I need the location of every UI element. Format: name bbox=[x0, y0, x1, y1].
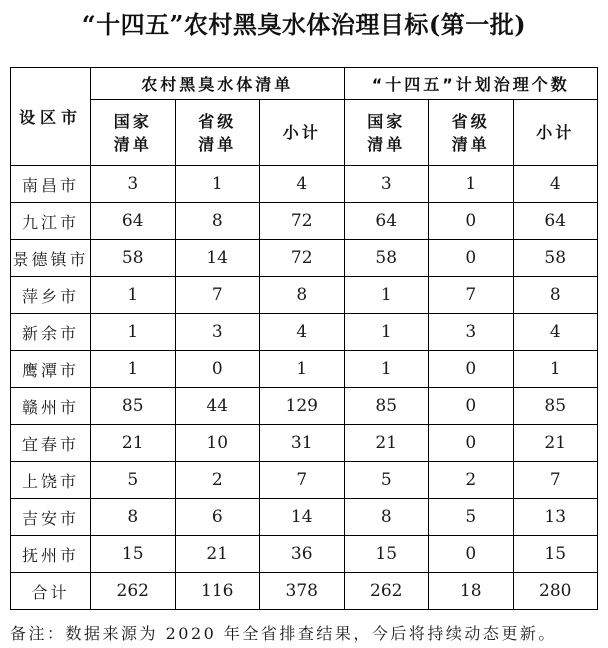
value-cell: 3 bbox=[429, 314, 514, 351]
city-cell: 抚州市 bbox=[11, 536, 91, 573]
value-cell: 14 bbox=[260, 499, 345, 536]
value-cell: 4 bbox=[260, 166, 345, 203]
city-cell: 九江市 bbox=[11, 203, 91, 240]
value-cell: 5 bbox=[429, 499, 514, 536]
value-cell: 116 bbox=[175, 573, 260, 610]
value-cell: 3 bbox=[344, 166, 429, 203]
city-cell: 萍乡市 bbox=[11, 277, 91, 314]
value-cell: 5 bbox=[344, 462, 429, 499]
value-cell: 7 bbox=[513, 462, 598, 499]
value-cell: 21 bbox=[91, 425, 176, 462]
value-cell: 21 bbox=[513, 425, 598, 462]
city-cell: 南昌市 bbox=[11, 166, 91, 203]
value-cell: 15 bbox=[91, 536, 176, 573]
value-cell: 64 bbox=[344, 203, 429, 240]
value-cell: 8 bbox=[91, 499, 176, 536]
value-cell: 8 bbox=[260, 277, 345, 314]
value-cell: 129 bbox=[260, 388, 345, 425]
table-row bbox=[11, 314, 598, 351]
value-cell: 85 bbox=[513, 388, 598, 425]
value-cell: 8 bbox=[513, 277, 598, 314]
value-cell: 1 bbox=[175, 166, 260, 203]
page-title: “十四五”农村黑臭水体治理目标(第一批) bbox=[81, 10, 527, 39]
value-cell: 0 bbox=[429, 388, 514, 425]
table-row bbox=[11, 203, 598, 240]
value-cell: 8 bbox=[175, 203, 260, 240]
value-cell: 13 bbox=[513, 499, 598, 536]
city-cell: 上饶市 bbox=[11, 462, 91, 499]
value-cell: 4 bbox=[513, 166, 598, 203]
corner-header-city: 设区市 bbox=[11, 68, 91, 166]
value-cell: 21 bbox=[344, 425, 429, 462]
value-cell: 58 bbox=[513, 240, 598, 277]
value-cell: 8 bbox=[344, 499, 429, 536]
value-cell: 44 bbox=[175, 388, 260, 425]
value-cell: 64 bbox=[91, 203, 176, 240]
value-cell: 15 bbox=[344, 536, 429, 573]
value-cell: 72 bbox=[260, 203, 345, 240]
value-cell: 31 bbox=[260, 425, 345, 462]
value-cell: 3 bbox=[175, 314, 260, 351]
column-header: 国家 清单 bbox=[344, 100, 429, 166]
value-cell: 4 bbox=[513, 314, 598, 351]
value-cell: 0 bbox=[429, 240, 514, 277]
table-row bbox=[11, 462, 598, 499]
value-cell: 0 bbox=[429, 351, 514, 388]
column-header: 省级 清单 bbox=[429, 100, 514, 166]
value-cell: 21 bbox=[175, 536, 260, 573]
value-cell: 1 bbox=[513, 351, 598, 388]
value-cell: 2 bbox=[429, 462, 514, 499]
value-cell: 1 bbox=[344, 277, 429, 314]
value-cell: 0 bbox=[429, 425, 514, 462]
value-cell: 1 bbox=[91, 277, 176, 314]
table-row bbox=[11, 240, 598, 277]
table-row bbox=[11, 166, 598, 203]
column-header: 国家 清单 bbox=[91, 100, 176, 166]
city-cell: 新余市 bbox=[11, 314, 91, 351]
value-cell: 2 bbox=[175, 462, 260, 499]
column-header: 省级 清单 bbox=[175, 100, 260, 166]
value-cell: 7 bbox=[429, 277, 514, 314]
city-cell: 鹰潭市 bbox=[11, 351, 91, 388]
value-cell: 58 bbox=[91, 240, 176, 277]
table-row bbox=[11, 499, 598, 536]
value-cell: 378 bbox=[260, 573, 345, 610]
value-cell: 0 bbox=[429, 203, 514, 240]
value-cell: 1 bbox=[91, 314, 176, 351]
city-cell: 宜春市 bbox=[11, 425, 91, 462]
treatment-targets-table bbox=[10, 67, 598, 610]
city-cell: 赣州市 bbox=[11, 388, 91, 425]
value-cell: 262 bbox=[91, 573, 176, 610]
group-header-plan-count: “十四五”计划治理个数 bbox=[344, 68, 598, 100]
value-cell: 64 bbox=[513, 203, 598, 240]
table-row bbox=[11, 425, 598, 462]
value-cell: 4 bbox=[260, 314, 345, 351]
value-cell: 18 bbox=[429, 573, 514, 610]
value-cell: 14 bbox=[175, 240, 260, 277]
value-cell: 6 bbox=[175, 499, 260, 536]
value-cell: 36 bbox=[260, 536, 345, 573]
value-cell: 7 bbox=[175, 277, 260, 314]
city-cell: 合计 bbox=[11, 573, 91, 610]
value-cell: 72 bbox=[260, 240, 345, 277]
value-cell: 85 bbox=[91, 388, 176, 425]
value-cell: 10 bbox=[175, 425, 260, 462]
value-cell: 7 bbox=[260, 462, 345, 499]
value-cell: 3 bbox=[91, 166, 176, 203]
table-row bbox=[11, 351, 598, 388]
value-cell: 1 bbox=[260, 351, 345, 388]
footnote: 备注：数据来源为 2020 年全省排查结果，今后将持续动态更新。 bbox=[10, 624, 557, 643]
value-cell: 5 bbox=[91, 462, 176, 499]
value-cell: 0 bbox=[175, 351, 260, 388]
city-cell: 吉安市 bbox=[11, 499, 91, 536]
value-cell: 1 bbox=[344, 314, 429, 351]
table-row bbox=[11, 536, 598, 573]
value-cell: 15 bbox=[513, 536, 598, 573]
value-cell: 1 bbox=[91, 351, 176, 388]
value-cell: 58 bbox=[344, 240, 429, 277]
table-row bbox=[11, 573, 598, 610]
table-row bbox=[11, 277, 598, 314]
header-group-row bbox=[11, 68, 598, 100]
value-cell: 280 bbox=[513, 573, 598, 610]
header-subrow bbox=[11, 100, 598, 166]
table-row bbox=[11, 388, 598, 425]
value-cell: 1 bbox=[344, 351, 429, 388]
value-cell: 1 bbox=[429, 166, 514, 203]
city-cell: 景德镇市 bbox=[11, 240, 91, 277]
group-header-inventory: 农村黑臭水体清单 bbox=[91, 68, 345, 100]
value-cell: 262 bbox=[344, 573, 429, 610]
value-cell: 85 bbox=[344, 388, 429, 425]
column-header: 小计 bbox=[513, 100, 598, 166]
column-header: 小计 bbox=[260, 100, 345, 166]
value-cell: 0 bbox=[429, 536, 514, 573]
